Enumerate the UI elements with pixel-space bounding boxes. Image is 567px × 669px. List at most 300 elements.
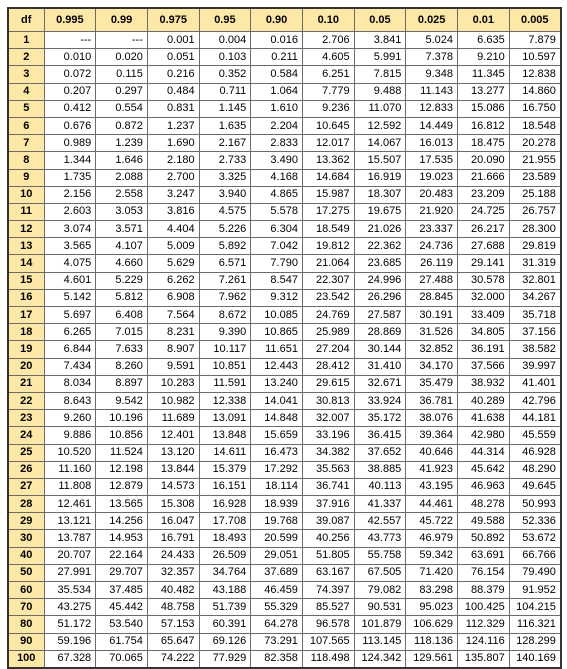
critical-value-cell: 19.768 xyxy=(251,513,303,530)
critical-value-cell: 9.591 xyxy=(147,358,199,375)
critical-value-cell: 2.088 xyxy=(96,169,148,186)
critical-value-cell: 0.020 xyxy=(96,49,148,66)
critical-value-cell: 32.671 xyxy=(354,375,406,392)
critical-value-cell: 0.103 xyxy=(199,49,251,66)
critical-value-cell: 27.488 xyxy=(406,272,458,289)
probability-column-header: 0.995 xyxy=(44,8,96,32)
critical-value-cell: 3.841 xyxy=(354,32,406,49)
critical-value-cell: 41.337 xyxy=(354,496,406,513)
critical-value-cell: 4.660 xyxy=(96,255,148,272)
critical-value-cell: 140.169 xyxy=(509,650,561,668)
critical-value-cell: 61.754 xyxy=(96,633,148,650)
critical-value-cell: 29.819 xyxy=(509,238,561,255)
critical-value-cell: 9.236 xyxy=(302,100,354,117)
critical-value-cell: 34.170 xyxy=(406,358,458,375)
critical-value-cell: 51.739 xyxy=(199,599,251,616)
df-cell: 8 xyxy=(8,152,44,169)
critical-value-cell: 9.886 xyxy=(44,427,96,444)
critical-value-cell: 2.833 xyxy=(251,135,303,152)
critical-value-cell: 11.591 xyxy=(199,375,251,392)
critical-value-cell: 0.584 xyxy=(251,66,303,83)
critical-value-cell: 51.805 xyxy=(302,547,354,564)
critical-value-cell: 3.571 xyxy=(96,221,148,238)
critical-value-cell: 64.278 xyxy=(251,616,303,633)
critical-value-cell: 11.524 xyxy=(96,444,148,461)
critical-value-cell: 57.153 xyxy=(147,616,199,633)
df-cell: 24 xyxy=(8,427,44,444)
critical-value-cell: 2.558 xyxy=(96,186,148,203)
table-row xyxy=(8,117,561,134)
critical-value-cell: 25.989 xyxy=(302,324,354,341)
critical-value-cell: 15.987 xyxy=(302,186,354,203)
critical-value-cell: 0.216 xyxy=(147,66,199,83)
critical-value-cell: 5.812 xyxy=(96,289,148,306)
df-cell: 2 xyxy=(8,49,44,66)
df-cell: 17 xyxy=(8,307,44,324)
table-row xyxy=(8,616,561,633)
critical-value-cell: 4.601 xyxy=(44,272,96,289)
critical-value-cell: 12.461 xyxy=(44,496,96,513)
critical-value-cell: 50.993 xyxy=(509,496,561,513)
critical-value-cell: 63.167 xyxy=(302,564,354,581)
critical-value-cell: 32.852 xyxy=(406,341,458,358)
table-row xyxy=(8,100,561,117)
critical-value-cell: 55.758 xyxy=(354,547,406,564)
critical-value-cell: 7.434 xyxy=(44,358,96,375)
critical-value-cell: 1.646 xyxy=(96,152,148,169)
df-cell: 80 xyxy=(8,616,44,633)
critical-value-cell: 3.940 xyxy=(199,186,251,203)
critical-value-cell: 12.017 xyxy=(302,135,354,152)
table-row xyxy=(8,461,561,478)
critical-value-cell: 83.298 xyxy=(406,582,458,599)
df-cell: 6 xyxy=(8,117,44,134)
df-cell: 15 xyxy=(8,272,44,289)
critical-value-cell: 59.342 xyxy=(406,547,458,564)
critical-value-cell: 8.897 xyxy=(96,375,148,392)
critical-value-cell: 40.482 xyxy=(147,582,199,599)
critical-value-cell: 34.267 xyxy=(509,289,561,306)
df-cell: 1 xyxy=(8,32,44,49)
critical-value-cell: 34.805 xyxy=(458,324,510,341)
critical-value-cell: 15.507 xyxy=(354,152,406,169)
critical-value-cell: 44.314 xyxy=(458,444,510,461)
critical-value-cell: 0.001 xyxy=(147,32,199,49)
critical-value-cell: 48.290 xyxy=(509,461,561,478)
critical-value-cell: 70.065 xyxy=(96,650,148,668)
critical-value-cell: 14.684 xyxy=(302,169,354,186)
critical-value-cell: 124.116 xyxy=(458,633,510,650)
critical-value-cell: 0.115 xyxy=(96,66,148,83)
critical-value-cell: 9.488 xyxy=(354,83,406,100)
df-cell: 10 xyxy=(8,186,44,203)
critical-value-cell: 65.647 xyxy=(147,633,199,650)
df-cell: 22 xyxy=(8,392,44,409)
table-row xyxy=(8,238,561,255)
critical-value-cell: 5.009 xyxy=(147,238,199,255)
table-row xyxy=(8,324,561,341)
table-row xyxy=(8,358,561,375)
critical-value-cell: 27.688 xyxy=(458,238,510,255)
critical-value-cell: 0.010 xyxy=(44,49,96,66)
critical-value-cell: 16.013 xyxy=(406,135,458,152)
critical-value-cell: 43.773 xyxy=(354,530,406,547)
critical-value-cell: 3.490 xyxy=(251,152,303,169)
critical-value-cell: 6.844 xyxy=(44,341,96,358)
critical-value-cell: 2.733 xyxy=(199,152,251,169)
critical-value-cell: 5.578 xyxy=(251,203,303,220)
critical-value-cell: 32.007 xyxy=(302,410,354,427)
critical-value-cell: 8.547 xyxy=(251,272,303,289)
critical-value-cell: 10.982 xyxy=(147,392,199,409)
critical-value-cell: 0.412 xyxy=(44,100,96,117)
critical-value-cell: 28.300 xyxy=(509,221,561,238)
critical-value-cell: 35.479 xyxy=(406,375,458,392)
critical-value-cell: 129.561 xyxy=(406,650,458,668)
critical-value-cell: 13.240 xyxy=(251,375,303,392)
table-body xyxy=(8,32,561,668)
critical-value-cell: 104.215 xyxy=(509,599,561,616)
critical-value-cell: 27.587 xyxy=(354,307,406,324)
df-cell: 26 xyxy=(8,461,44,478)
critical-value-cell: 34.764 xyxy=(199,564,251,581)
df-cell: 21 xyxy=(8,375,44,392)
critical-value-cell: 14.256 xyxy=(96,513,148,530)
critical-value-cell: 36.415 xyxy=(354,427,406,444)
critical-value-cell: 45.559 xyxy=(509,427,561,444)
critical-value-cell: 7.042 xyxy=(251,238,303,255)
critical-value-cell: 19.812 xyxy=(302,238,354,255)
critical-value-cell: 23.542 xyxy=(302,289,354,306)
critical-value-cell: 35.563 xyxy=(302,461,354,478)
critical-value-cell: 5.629 xyxy=(147,255,199,272)
critical-value-cell: --- xyxy=(44,32,96,49)
critical-value-cell: 6.265 xyxy=(44,324,96,341)
critical-value-cell: 1.690 xyxy=(147,135,199,152)
critical-value-cell: 14.860 xyxy=(509,83,561,100)
critical-value-cell: 0.676 xyxy=(44,117,96,134)
critical-value-cell: 16.928 xyxy=(199,496,251,513)
critical-value-cell: 10.645 xyxy=(302,117,354,134)
df-cell: 16 xyxy=(8,289,44,306)
df-cell: 100 xyxy=(8,650,44,668)
df-cell: 13 xyxy=(8,238,44,255)
critical-value-cell: 16.919 xyxy=(354,169,406,186)
critical-value-cell: 6.571 xyxy=(199,255,251,272)
critical-value-cell: 28.412 xyxy=(302,358,354,375)
critical-value-cell: 21.026 xyxy=(354,221,406,238)
critical-value-cell: 10.856 xyxy=(96,427,148,444)
critical-value-cell: 7.815 xyxy=(354,66,406,83)
critical-value-cell: 41.401 xyxy=(509,375,561,392)
critical-value-cell: 0.004 xyxy=(199,32,251,49)
critical-value-cell: 49.588 xyxy=(458,513,510,530)
table-row xyxy=(8,513,561,530)
critical-value-cell: 3.053 xyxy=(96,203,148,220)
critical-value-cell: 31.410 xyxy=(354,358,406,375)
critical-value-cell: 7.962 xyxy=(199,289,251,306)
critical-value-cell: 16.151 xyxy=(199,478,251,495)
probability-column-header: 0.10 xyxy=(302,8,354,32)
table-row xyxy=(8,186,561,203)
table-row xyxy=(8,496,561,513)
critical-value-cell: 46.928 xyxy=(509,444,561,461)
df-cell: 70 xyxy=(8,599,44,616)
critical-value-cell: 14.449 xyxy=(406,117,458,134)
critical-value-cell: 1.064 xyxy=(251,83,303,100)
table-row xyxy=(8,289,561,306)
critical-value-cell: 33.924 xyxy=(354,392,406,409)
critical-value-cell: 4.575 xyxy=(199,203,251,220)
critical-value-cell: 74.222 xyxy=(147,650,199,668)
critical-value-cell: 0.831 xyxy=(147,100,199,117)
table-row xyxy=(8,203,561,220)
critical-value-cell: 66.766 xyxy=(509,547,561,564)
critical-value-cell: 35.534 xyxy=(44,582,96,599)
critical-value-cell: 67.328 xyxy=(44,650,96,668)
critical-value-cell: 90.531 xyxy=(354,599,406,616)
table-row xyxy=(8,582,561,599)
df-cell: 90 xyxy=(8,633,44,650)
critical-value-cell: 37.485 xyxy=(96,582,148,599)
critical-value-cell: 7.779 xyxy=(302,83,354,100)
df-cell: 3 xyxy=(8,66,44,83)
critical-value-cell: 0.484 xyxy=(147,83,199,100)
df-cell: 60 xyxy=(8,582,44,599)
critical-value-cell: 5.991 xyxy=(354,49,406,66)
critical-value-cell: 18.307 xyxy=(354,186,406,203)
critical-value-cell: 43.275 xyxy=(44,599,96,616)
critical-value-cell: 18.549 xyxy=(302,221,354,238)
probability-column-header: 0.05 xyxy=(354,8,406,32)
probability-column-header: 0.025 xyxy=(406,8,458,32)
critical-value-cell: 31.526 xyxy=(406,324,458,341)
critical-value-cell: 36.191 xyxy=(458,341,510,358)
table-row xyxy=(8,152,561,169)
critical-value-cell: 46.459 xyxy=(251,582,303,599)
critical-value-cell: 4.404 xyxy=(147,221,199,238)
critical-value-cell: 7.790 xyxy=(251,255,303,272)
critical-value-cell: 20.090 xyxy=(458,152,510,169)
critical-value-cell: 3.565 xyxy=(44,238,96,255)
critical-value-cell: 0.211 xyxy=(251,49,303,66)
critical-value-cell: 1.344 xyxy=(44,152,96,169)
critical-value-cell: 7.879 xyxy=(509,32,561,49)
critical-value-cell: 107.565 xyxy=(302,633,354,650)
critical-value-cell: 39.087 xyxy=(302,513,354,530)
table-row xyxy=(8,307,561,324)
probability-column-header: 0.005 xyxy=(509,8,561,32)
critical-value-cell: 22.307 xyxy=(302,272,354,289)
table-row xyxy=(8,32,561,49)
critical-value-cell: 30.813 xyxy=(302,392,354,409)
critical-value-cell: 96.578 xyxy=(302,616,354,633)
chi-square-critical-values-table xyxy=(7,7,562,669)
critical-value-cell: 37.652 xyxy=(354,444,406,461)
df-cell: 14 xyxy=(8,255,44,272)
critical-value-cell: 29.615 xyxy=(302,375,354,392)
critical-value-cell: 4.865 xyxy=(251,186,303,203)
critical-value-cell: 16.750 xyxy=(509,100,561,117)
critical-value-cell: 100.425 xyxy=(458,599,510,616)
critical-value-cell: 4.168 xyxy=(251,169,303,186)
critical-value-cell: 32.357 xyxy=(147,564,199,581)
critical-value-cell: 10.085 xyxy=(251,307,303,324)
critical-value-cell: 26.757 xyxy=(509,203,561,220)
critical-value-cell: 36.781 xyxy=(406,392,458,409)
critical-value-cell: 23.209 xyxy=(458,186,510,203)
table-row xyxy=(8,375,561,392)
df-column-header: df xyxy=(8,8,44,32)
critical-value-cell: 26.509 xyxy=(199,547,251,564)
critical-value-cell: 16.812 xyxy=(458,117,510,134)
critical-value-cell: 101.879 xyxy=(354,616,406,633)
table-row xyxy=(8,341,561,358)
critical-value-cell: 45.442 xyxy=(96,599,148,616)
critical-value-cell: 8.643 xyxy=(44,392,96,409)
critical-value-cell: 0.352 xyxy=(199,66,251,83)
critical-value-cell: 7.378 xyxy=(406,49,458,66)
critical-value-cell: 11.143 xyxy=(406,83,458,100)
critical-value-cell: 14.611 xyxy=(199,444,251,461)
critical-value-cell: 13.091 xyxy=(199,410,251,427)
df-cell: 7 xyxy=(8,135,44,152)
critical-value-cell: 77.929 xyxy=(199,650,251,668)
critical-value-cell: 21.920 xyxy=(406,203,458,220)
critical-value-cell: 18.114 xyxy=(251,478,303,495)
critical-value-cell: 49.645 xyxy=(509,478,561,495)
critical-value-cell: 33.409 xyxy=(458,307,510,324)
critical-value-cell: 0.711 xyxy=(199,83,251,100)
probability-column-header: 0.975 xyxy=(147,8,199,32)
critical-value-cell: 13.277 xyxy=(458,83,510,100)
critical-value-cell: 16.473 xyxy=(251,444,303,461)
critical-value-cell: 9.260 xyxy=(44,410,96,427)
critical-value-cell: 24.725 xyxy=(458,203,510,220)
critical-value-cell: 16.791 xyxy=(147,530,199,547)
critical-value-cell: 17.708 xyxy=(199,513,251,530)
critical-value-cell: 7.015 xyxy=(96,324,148,341)
critical-value-cell: 12.198 xyxy=(96,461,148,478)
critical-value-cell: 116.321 xyxy=(509,616,561,633)
critical-value-cell: 91.952 xyxy=(509,582,561,599)
critical-value-cell: 13.565 xyxy=(96,496,148,513)
critical-value-cell: 13.362 xyxy=(302,152,354,169)
table-row xyxy=(8,135,561,152)
critical-value-cell: 18.475 xyxy=(458,135,510,152)
critical-value-cell: 5.697 xyxy=(44,307,96,324)
critical-value-cell: 38.582 xyxy=(509,341,561,358)
critical-value-cell: 6.251 xyxy=(302,66,354,83)
critical-value-cell: 21.064 xyxy=(302,255,354,272)
critical-value-cell: 38.932 xyxy=(458,375,510,392)
critical-value-cell: 0.051 xyxy=(147,49,199,66)
critical-value-cell: 15.659 xyxy=(251,427,303,444)
critical-value-cell: 8.034 xyxy=(44,375,96,392)
table-row xyxy=(8,83,561,100)
critical-value-cell: 59.196 xyxy=(44,633,96,650)
critical-value-cell: 3.325 xyxy=(199,169,251,186)
critical-value-cell: 3.816 xyxy=(147,203,199,220)
critical-value-cell: 1.735 xyxy=(44,169,96,186)
critical-value-cell: 30.144 xyxy=(354,341,406,358)
critical-value-cell: 1.239 xyxy=(96,135,148,152)
critical-value-cell: 2.603 xyxy=(44,203,96,220)
critical-value-cell: 12.401 xyxy=(147,427,199,444)
critical-value-cell: 50.892 xyxy=(458,530,510,547)
critical-value-cell: 26.217 xyxy=(458,221,510,238)
critical-value-cell: 18.493 xyxy=(199,530,251,547)
critical-value-cell: 29.141 xyxy=(458,255,510,272)
critical-value-cell: 113.145 xyxy=(354,633,406,650)
critical-value-cell: 44.181 xyxy=(509,410,561,427)
critical-value-cell: 5.142 xyxy=(44,289,96,306)
critical-value-cell: 26.119 xyxy=(406,255,458,272)
critical-value-cell: 42.980 xyxy=(458,427,510,444)
critical-value-cell: 8.907 xyxy=(147,341,199,358)
table-row xyxy=(8,564,561,581)
critical-value-cell: 30.578 xyxy=(458,272,510,289)
table-row xyxy=(8,169,561,186)
table-row xyxy=(8,66,561,83)
critical-value-cell: 46.963 xyxy=(458,478,510,495)
critical-value-cell: 4.075 xyxy=(44,255,96,272)
critical-value-cell: 23.685 xyxy=(354,255,406,272)
critical-value-cell: 13.844 xyxy=(147,461,199,478)
critical-value-cell: 45.642 xyxy=(458,461,510,478)
table-header-row xyxy=(8,8,561,32)
critical-value-cell: 48.758 xyxy=(147,599,199,616)
table-row xyxy=(8,633,561,650)
critical-value-cell: 17.292 xyxy=(251,461,303,478)
critical-value-cell: 10.865 xyxy=(251,324,303,341)
critical-value-cell: 35.172 xyxy=(354,410,406,427)
critical-value-cell: 0.016 xyxy=(251,32,303,49)
critical-value-cell: 40.256 xyxy=(302,530,354,547)
critical-value-cell: 45.722 xyxy=(406,513,458,530)
df-cell: 50 xyxy=(8,564,44,581)
df-cell: 20 xyxy=(8,358,44,375)
critical-value-cell: 11.345 xyxy=(458,66,510,83)
df-cell: 23 xyxy=(8,410,44,427)
critical-value-cell: 2.204 xyxy=(251,117,303,134)
critical-value-cell: 37.566 xyxy=(458,358,510,375)
critical-value-cell: 4.605 xyxy=(302,49,354,66)
table-row xyxy=(8,530,561,547)
critical-value-cell: 1.237 xyxy=(147,117,199,134)
critical-value-cell: 67.505 xyxy=(354,564,406,581)
df-cell: 29 xyxy=(8,513,44,530)
critical-value-cell: 10.597 xyxy=(509,49,561,66)
critical-value-cell: 32.000 xyxy=(458,289,510,306)
critical-value-cell: 33.196 xyxy=(302,427,354,444)
table-row xyxy=(8,444,561,461)
critical-value-cell: 9.348 xyxy=(406,66,458,83)
critical-value-cell: 6.908 xyxy=(147,289,199,306)
critical-value-cell: 5.226 xyxy=(199,221,251,238)
critical-value-cell: 118.498 xyxy=(302,650,354,668)
critical-value-cell: 11.160 xyxy=(44,461,96,478)
critical-value-cell: 14.041 xyxy=(251,392,303,409)
critical-value-cell: 9.390 xyxy=(199,324,251,341)
critical-value-cell: 79.490 xyxy=(509,564,561,581)
critical-value-cell: 74.397 xyxy=(302,582,354,599)
critical-value-cell: 1.610 xyxy=(251,100,303,117)
critical-value-cell: 5.229 xyxy=(96,272,148,289)
critical-value-cell: 82.358 xyxy=(251,650,303,668)
critical-value-cell: 2.700 xyxy=(147,169,199,186)
critical-value-cell: 135.807 xyxy=(458,650,510,668)
